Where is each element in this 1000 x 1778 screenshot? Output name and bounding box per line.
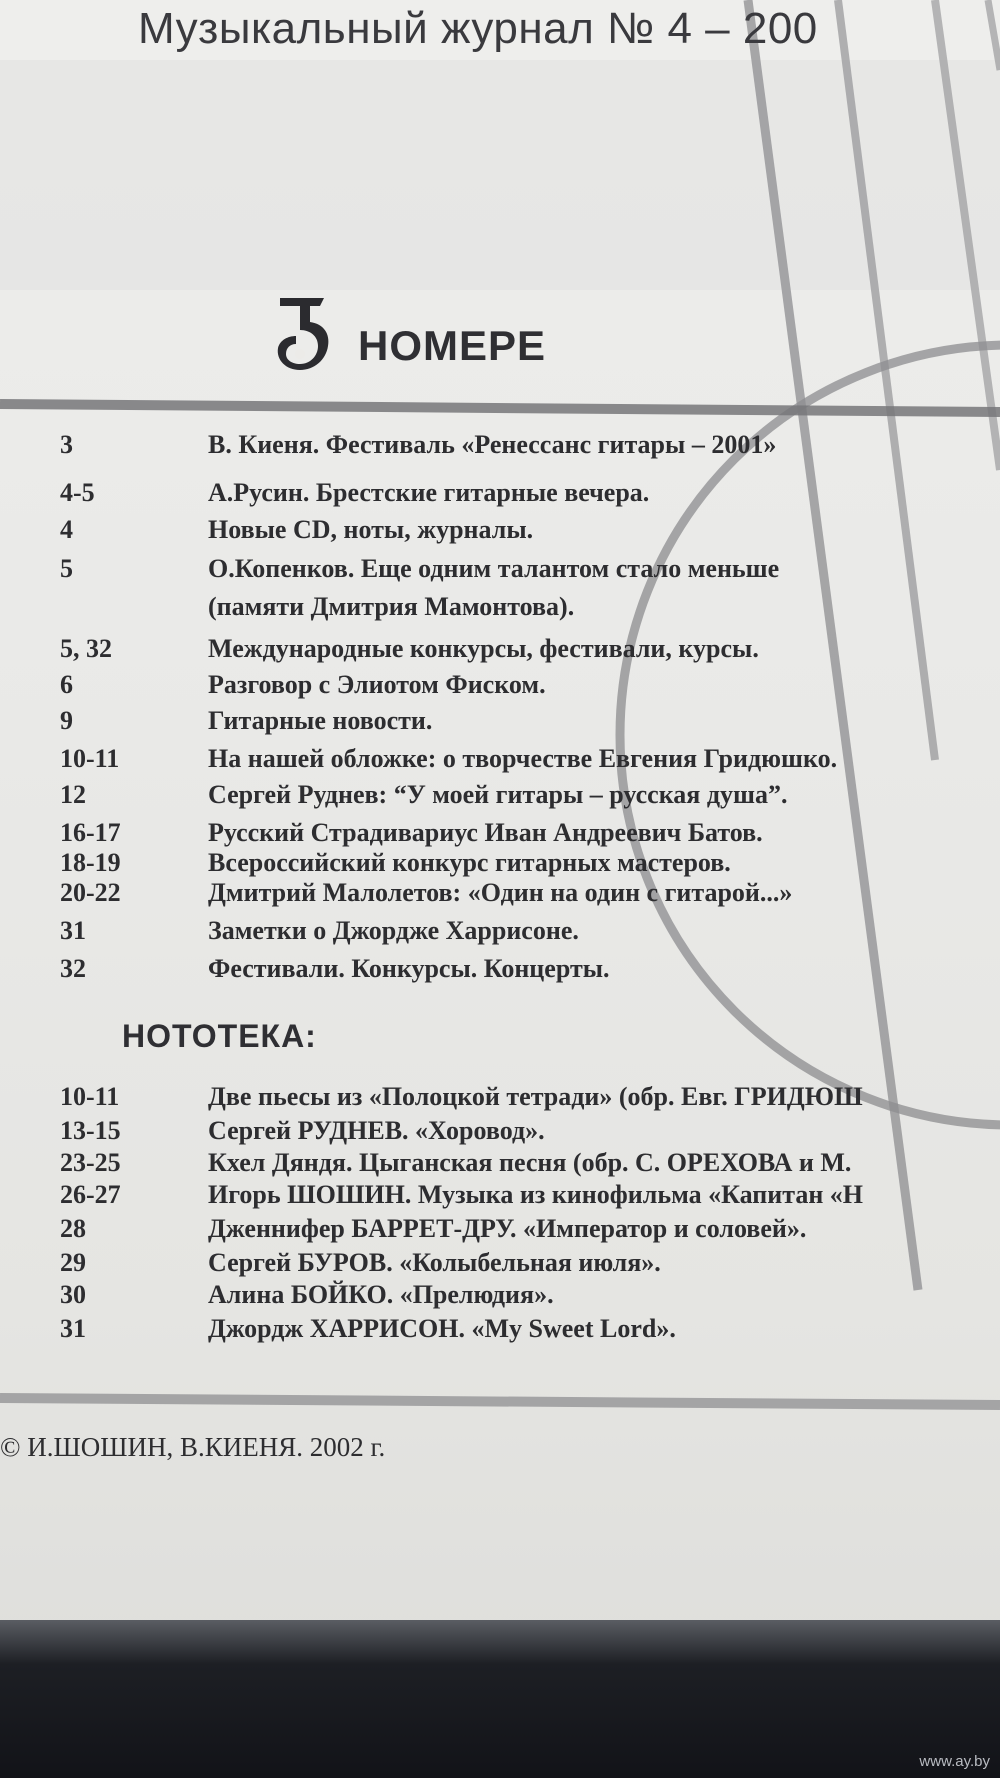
- copyright-line: © И.ШОШИН, В.КИЕНЯ. 2002 г.: [0, 1432, 386, 1462]
- score-title: Джордж ХАРРИСОН. «My Sweet Lord».: [208, 1314, 676, 1343]
- article-title-line-2: (памяти Дмитрия Мамонтова).: [208, 592, 575, 621]
- article-title: Всероссийский конкурс гитарных мастеров.: [208, 848, 731, 877]
- article-title: А.Русин. Брестские гитарные вечера.: [208, 478, 650, 507]
- article-title: Сергей Руднев: “У моей гитары – русская душа”.: [208, 780, 788, 809]
- dark-table-surface: [0, 1620, 1000, 1778]
- page-number: 20-22: [60, 878, 121, 907]
- article-title: Заметки о Джордже Харрисоне.: [208, 916, 579, 945]
- nototeka-heading: НОТОТЕКА:: [122, 1018, 317, 1054]
- contents-heading: НОМЕРЕ: [358, 322, 547, 369]
- score-title: Сергей БУРОВ. «Колыбельная июля».: [208, 1248, 661, 1277]
- score-title: Две пьесы из «Полоцкой тетради» (обр. Евг. ГРИДЮШ: [208, 1082, 863, 1111]
- page-number: 31: [60, 1314, 86, 1343]
- page-number: 6: [60, 670, 73, 699]
- article-title: [208, 554, 779, 584]
- page-number: 3: [60, 430, 73, 459]
- ornate-letter-v-icon: [272, 292, 332, 376]
- page-number: 16-17: [60, 818, 121, 847]
- page-number: 5, 32: [60, 634, 112, 663]
- article-title: Русский Страдивариус Иван Андреевич Батов.: [208, 818, 763, 847]
- article-title: Фестивали. Конкурсы. Концерты.: [208, 954, 610, 983]
- page-number: 4: [60, 515, 73, 544]
- score-title: Алина БОЙКО. «Прелюдия».: [208, 1280, 554, 1309]
- page-number: 31: [60, 916, 86, 945]
- page-number: 13-15: [60, 1116, 121, 1145]
- article-title: Гитарные новости.: [208, 706, 433, 735]
- page-number: 30: [60, 1280, 86, 1309]
- score-title: Кхел Дяндя. Цыганская песня (обр. С. ОРЕХОВА и М.: [208, 1148, 852, 1177]
- page-number: 23-25: [60, 1148, 121, 1177]
- score-title: Сергей РУДНЕВ. «Хоровод».: [208, 1116, 545, 1145]
- magazine-header-title: Музыкальный журнал № 4 – 200: [138, 4, 818, 53]
- page-number: 12: [60, 780, 86, 809]
- page-number: 28: [60, 1214, 86, 1243]
- page-number: 29: [60, 1248, 86, 1277]
- article-title: На нашей обложке: о творчестве Евгения Гридюшко.: [208, 744, 838, 773]
- article-title: Дмитрий Малолетов: «Один на один с гитарой...»: [208, 878, 793, 907]
- article-title: Международные конкурсы, фестивали, курсы.: [208, 634, 759, 663]
- page-number: 18-19: [60, 848, 121, 877]
- article-title-line-1: О.Копенков. Еще одним талантом стало меньше: [208, 554, 780, 583]
- article-title: Новые CD, ноты, журналы.: [208, 515, 534, 544]
- watermark-text: www.ay.by: [919, 1753, 990, 1770]
- score-title: Игорь ШОШИН. Музыка из кинофильма «Капитан «Н: [208, 1180, 864, 1209]
- page-number: 32: [60, 954, 86, 983]
- page-number: 4-5: [60, 478, 95, 507]
- page-number: 26-27: [60, 1180, 121, 1209]
- article-title: Разговор с Элиотом Фиском.: [208, 670, 546, 699]
- score-title: Дженнифер БАРРЕТ-ДРУ. «Император и соловей».: [208, 1214, 807, 1243]
- page-number: 10-11: [60, 1082, 120, 1111]
- page-number: 9: [60, 706, 73, 735]
- page-number: 5: [60, 554, 73, 583]
- article-title: В. Киеня. Фестиваль «Ренессанс гитары – 2001»: [208, 430, 777, 459]
- page-number: 10-11: [60, 744, 120, 773]
